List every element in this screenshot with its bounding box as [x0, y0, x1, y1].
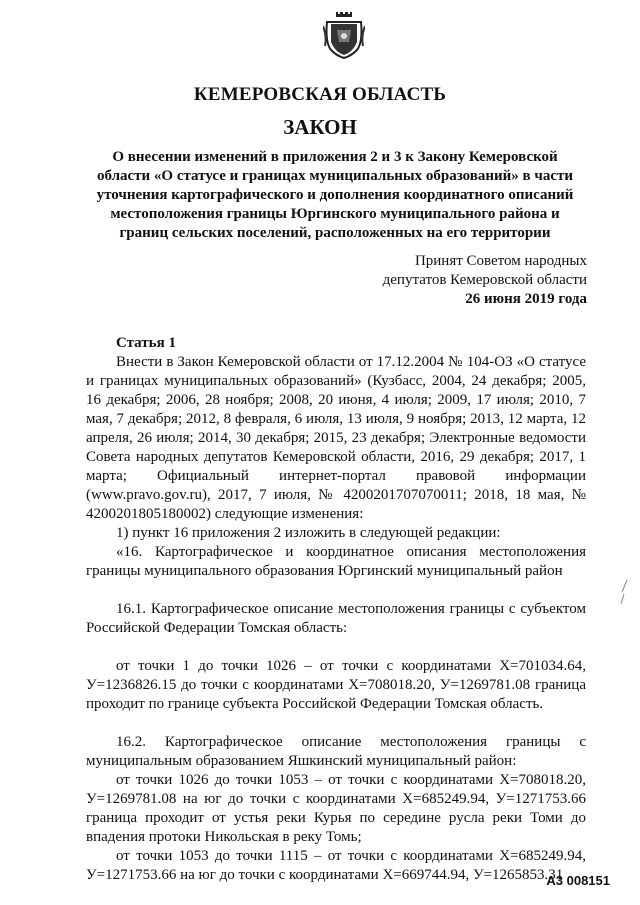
form-serial-number: А3 008151 [546, 873, 610, 888]
section-16-2-title: 16.2. Картографическое описание местоположения границы с муниципальным образованием Яшкинский муниципальный район: [86, 734, 586, 769]
section-16-1-text: от точки 1 до точки 1026 – от точки с координатами Х=701034.64, У=1236826.15 до точки с координатами Х=708018.20, У=1269781.08 граница проходит по границе субъекта Российской Федерации Томская область. [86, 658, 586, 712]
region-heading: КЕМЕРОВСКАЯ ОБЛАСТЬ [193, 84, 447, 105]
article-intro: Внести в Закон Кемеровской области от 17.12.2004 № 104-ОЗ «О статусе и границах муниципальных образований» (Кузбасс, 2004, 24 декабря; 2005, 16 декабря; 2006, 28 ноября; 2008, 20 июня, 4 июля; 2009, 17 июля; 2010, 7 мая, 7 декабря; 2012, 8 февраля, 6 июля, 13 июля, 9 ноября; 2013, 12 марта, 12 апреля, 26 июля; 2014, 30 декабря; 2015, 23 декабря; Электронные ведомости Совета народных депутатов Кемеровской области, 2016, 29 декабря; 2017, 1 марта; Официальный интернет-портал правовой информации (www.pravo.gov.ru), 2017, 7 июля, № 4200201707070011; 2018, 18 мая, № 4200201805180002) следующие изменения: [86, 354, 586, 522]
section-16-2-text-1: от точки 1026 до точки 1053 – от точки с координатами Х=708018.20, У=1269781.08 на юг до точки с координатами Х=685249.94, У=1271753.66 граница проходит от устья реки Курья по середине русла реки Томи до впадения протоки Никольская в реку Томь; [86, 772, 586, 845]
amendment-item-1: 1) пункт 16 приложения 2 изложить в следующей редакции: [116, 525, 501, 541]
adoption-line-1: Принят Советом народных [414, 253, 587, 269]
adoption-line-2: депутатов Кемеровской области [382, 272, 587, 288]
adoption-date: 26 июня 2019 года [465, 291, 587, 307]
article-title: Статья 1 [116, 335, 176, 351]
section-16-1-title: 16.1. Картографическое описание местоположения границы с субъектом Российской Федерации Томская область: [86, 601, 586, 636]
coat-of-arms-emblem [323, 12, 365, 60]
document-type-heading: ЗАКОН [283, 115, 357, 139]
section-16-2-text-2: от точки 1053 до точки 1115 – от точки с координатами Х=685249.94, У=1271753.66 на юг до точки с координатами Х=669744.94, У=1265853.31 [86, 848, 586, 883]
paragraph-16-title: «16. Картографическое и координатное описания местоположения границы муниципального образования Юргинский муниципальный район [86, 544, 586, 579]
law-title: О внесении изменений в приложения 2 и 3 к Закону Кемеровской области «О статусе и границах муниципальных образований» в части уточнения картографического и дополнения координатного описаний местоположения границы Юргинского муниципального района и границ сельских поселений, расположенных на его территории [96, 149, 574, 241]
law-body [86, 334, 586, 885]
adoption-block [330, 252, 587, 309]
margin-pen-mark [618, 578, 630, 608]
